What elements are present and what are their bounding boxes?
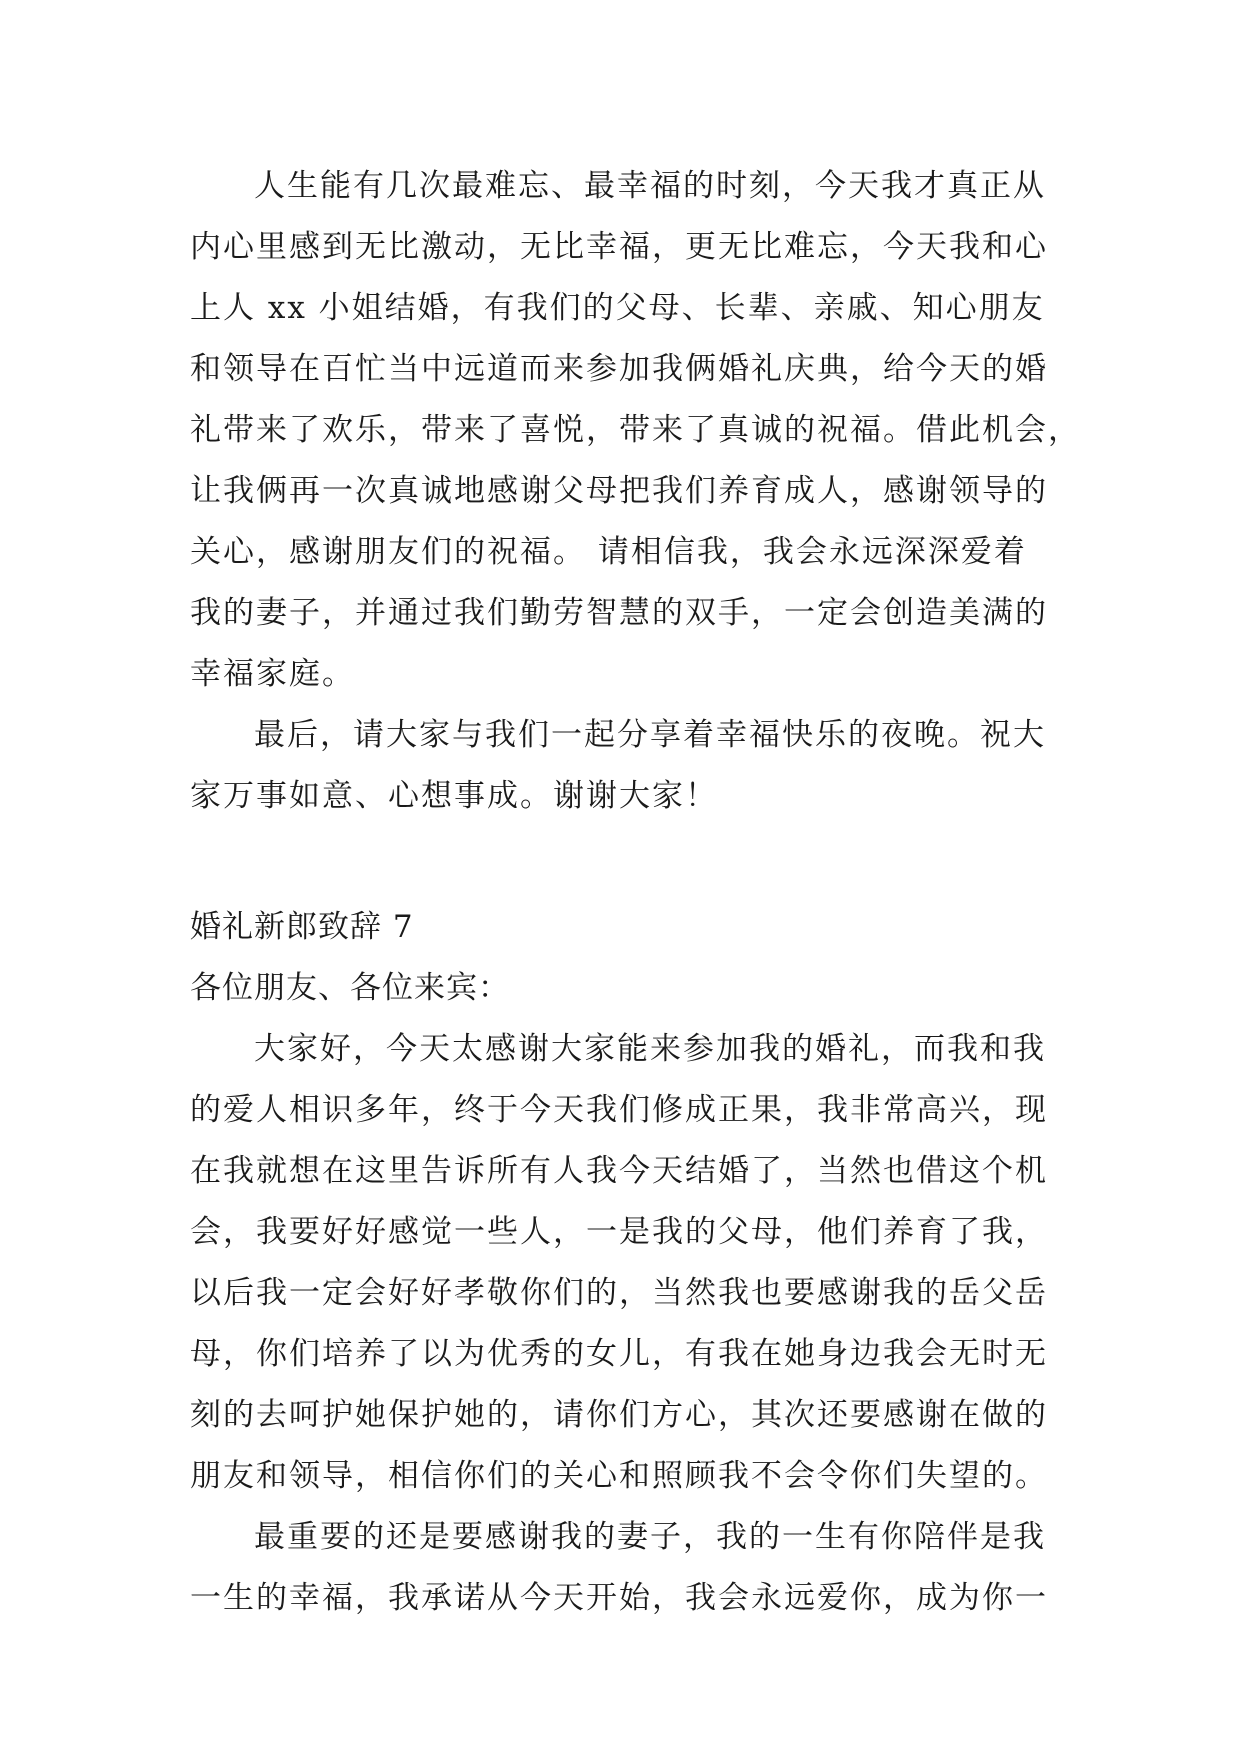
text-line: 大家好，今天太感谢大家能来参加我的婚礼，而我和我 — [254, 1031, 1046, 1067]
text-line: 母，你们培养了以为优秀的女儿，有我在她身边我会无时无 — [190, 1336, 1048, 1372]
text-line: 会，我要好好感觉一些人，一是我的父母，他们养育了我， — [190, 1214, 1048, 1250]
paragraph-3 — [190, 1019, 1058, 1507]
text-line: 以后我一定会好好孝敬你们的，当然我也要感谢我的岳父岳 — [190, 1275, 1048, 1311]
text-line: 让我俩再一次真诚地感谢父母把我们养育成人，感谢领导的 — [190, 473, 1048, 509]
text-line: 最重要的还是要感谢我的妻子，我的一生有你陪伴是我 — [254, 1519, 1046, 1555]
text-line: 礼带来了欢乐，带来了喜悦，带来了真诚的祝福。借此机会， — [190, 412, 1081, 448]
text-line: 关心，感谢朋友们的祝福。 请相信我，我会永远深深爱着 — [190, 534, 1027, 570]
text-line: 的爱人相识多年，终于今天我们修成正果，我非常高兴，现 — [190, 1092, 1048, 1128]
text-line: 刻的去呵护她保护她的，请你们方心，其次还要感谢在做的 — [190, 1397, 1048, 1433]
text-line: 和领导在百忙当中远道而来参加我俩婚礼庆典，给今天的婚 — [190, 351, 1048, 387]
document-body — [190, 156, 1081, 1629]
text-line: 内心里感到无比激动，无比幸福，更无比难忘，今天我和心 — [190, 229, 1048, 265]
text-line: 上人 xx 小姐结婚，有我们的父母、长辈、亲戚、知心朋友 — [190, 290, 1045, 326]
text-line: 我的妻子，并通过我们勤劳智慧的双手，一定会创造美满的 — [190, 595, 1048, 631]
greeting-line: 各位朋友、各位来宾： — [190, 970, 510, 1006]
text-line: 幸福家庭。 — [190, 656, 355, 692]
paragraph-4 — [190, 1507, 1058, 1629]
text-line: 一生的幸福，我承诺从今天开始，我会永远爱你，成为你一 — [190, 1580, 1048, 1616]
paragraph-2 — [190, 705, 1058, 827]
text-line: 家万事如意、心想事成。谢谢大家！ — [190, 778, 718, 814]
text-line: 在我就想在这里告诉所有人我今天结婚了，当然也借这个机 — [190, 1153, 1048, 1189]
text-line: 朋友和领导，相信你们的关心和照顾我不会令你们失望的。 — [190, 1458, 1048, 1494]
section-title: 婚礼新郎致辞 7 — [190, 909, 414, 945]
text-line: 最后，请大家与我们一起分享着幸福快乐的夜晚。祝大 — [254, 717, 1046, 753]
text-line: 人生能有几次最难忘、最幸福的时刻，今天我才真正从 — [254, 168, 1046, 204]
section-gap — [190, 827, 1058, 897]
paragraph-1 — [190, 156, 1081, 705]
